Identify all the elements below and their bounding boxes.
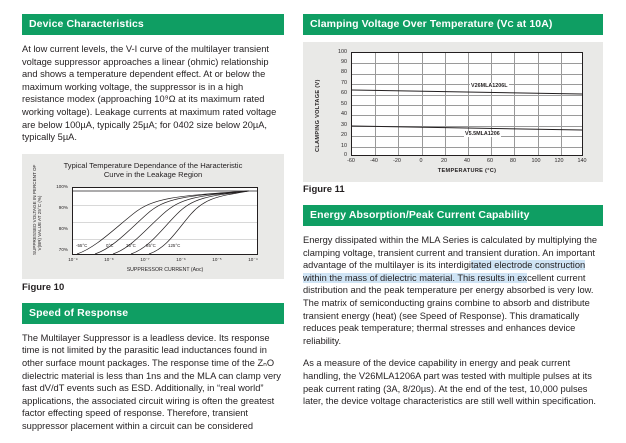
figure-10-x-tick: 10⁻⁸ — [104, 256, 114, 262]
figure-11-y-axis-label: CLAMPING VOLTAGE (V) — [315, 79, 321, 152]
figure-10-title-line2: Curve in the Leakage Region — [103, 170, 203, 180]
figure-10-curves — [73, 188, 257, 254]
paragraph: The Multilayer Suppressor is a leadless device. Its response time is not limited by the parasitic lead inductances found in other surface mount packages. The response time of the ZₙO dielectric material is less than 1ns and the MLA can clamp very fast dV/dT events such as ESD. Additionally, in “real world” applications, the associated circuit wiring is often the greatest factor effecting speed of response. Therefore, transient suppressor placement within a circuit can be considered — [22, 332, 281, 431]
figure-11-x-tick: 60 — [487, 158, 493, 164]
figure-11-x-tick: 140 — [577, 158, 587, 164]
section-title-clamping-voltage-tail: at 10A) — [513, 18, 553, 30]
figure-11-y-tick: 70 — [341, 80, 347, 86]
figure-11-x-tick: 20 — [441, 158, 447, 164]
figure-10-y-axis-label — [32, 164, 43, 255]
figure-11-y-tick: 20 — [341, 132, 347, 138]
figure-10-curve-label: 0°C — [106, 242, 114, 248]
figure-10-y-tick: 100% — [56, 183, 68, 189]
figure-11-curve-label: V5.5MLA1206 — [465, 131, 500, 137]
figure-11-plot — [309, 48, 597, 178]
figure-11-caption: Figure 11 — [303, 184, 345, 195]
figure-11-x-tick: 100 — [531, 158, 541, 164]
figure-11-y-tick: 0 — [344, 152, 347, 158]
figure-11-x-tick: -60 — [347, 158, 355, 164]
figure-11-x-tick: -40 — [370, 158, 378, 164]
figure-11-y-tick: 100 — [338, 49, 347, 55]
figure-10-x-axis-label: SUPPRESSOR CURRENT (Aᴅᴄ) — [126, 266, 204, 273]
section-header-energy-absorption — [303, 205, 603, 226]
figure-11-x-tick: 80 — [510, 158, 516, 164]
figure-10-curve-label: 125°C — [168, 242, 181, 248]
paragraph-part-after: cellent current distribution and the peak temperature per energy absorbed is very low. The matrix of semiconducting grains combine to absorb and distribute transient energy (heat) (see Speed of Response). This dramatically reduces peak temperature; thermal stresses and enhances device reliability. — [303, 272, 594, 346]
figure-10-curve-label: 85°C — [146, 242, 156, 248]
figure-11-y-tick: 50 — [341, 101, 347, 107]
figure-10-title-line1: Typical Temperature Dependance of the Haracteristic — [63, 160, 243, 170]
figure-11-y-tick: 90 — [341, 59, 347, 65]
figure-11-x-tick: 120 — [554, 158, 564, 164]
figure-10-y-axis-label-line1: SUPPRESSED VOLTAGE IN PERCENT OF — [32, 164, 37, 255]
figure-11-y-tick: 40 — [341, 111, 347, 117]
figure-11-y-tick: 80 — [341, 69, 347, 75]
paragraph — [303, 234, 603, 347]
figure-10-x-tick: 10⁻⁴ — [248, 256, 258, 262]
figure-11-x-tick: -20 — [393, 158, 401, 164]
section-title-clamping-voltage: Clamping Voltage Over Temperature (V — [310, 18, 508, 30]
figure-10-y-tick: 80% — [58, 225, 68, 231]
left-column — [22, 14, 284, 443]
section-title-speed-of-response: Speed of Response — [29, 306, 129, 319]
figure-10-curve-label: -55°C — [76, 242, 88, 248]
highlighted-text: tated electrode construction within the mass of dielectric material. This results in ex — [303, 260, 586, 283]
speed-of-response-body — [22, 332, 284, 433]
section-header-device-characteristics — [22, 14, 284, 35]
section-title-subscript: C — [507, 19, 514, 29]
figure-10-y-tick: 70% — [58, 246, 68, 252]
figure-10-x-tick: 10⁻⁹ — [68, 256, 78, 262]
paragraph: As a measure of the device capability in energy and peak current handling, the V26MLA1206A part was tested with multiple pulses at its peak current rating (3A, 8/20µs). At the end of the test, 10,000 pulses later, the device voltage characteristics are still well within specification. — [303, 358, 596, 407]
section-title-energy-absorption: Energy Absorption/Peak Current Capability — [310, 209, 530, 221]
section-title-device-characteristics: Device Characteristics — [29, 18, 144, 30]
figure-11-curve-label: V26MLA1206L — [471, 83, 508, 89]
figure-11-x-tick: 40 — [464, 158, 470, 164]
paragraph: At low current levels, the V-I curve of the multilayer transient voltage suppressor approaches a linear (ohmic) relationship and shows a temperature dependent effect. At or below the maximum working voltage, the suppressor is in a high resistance modex (approaching 10⁹Ω at its maximum rated working voltage). Leakage currents at maximum rated voltage are below 100µA, typically 25µA; for 0402 size below 20µA, typically 5µA. — [22, 44, 277, 143]
figure-10-y-tick: 90% — [58, 204, 68, 210]
figure-11-y-tick: 60 — [341, 90, 347, 96]
figure-10-axes — [72, 187, 258, 255]
figure-11-y-tick: 10 — [341, 143, 347, 149]
figure-10-chart — [22, 154, 284, 279]
figure-10-y-axis-label-line2: V(BR) VALUE AT 25°C (%) — [37, 195, 43, 251]
figure-11-y-tick: 30 — [341, 122, 347, 128]
figure-10-x-tick: 10⁻⁵ — [212, 256, 222, 262]
figure-11-x-axis-label: TEMPERATURE (°C) — [437, 168, 497, 174]
figure-10-x-tick: 10⁻⁶ — [176, 256, 186, 262]
energy-absorption-body — [303, 234, 603, 408]
section-header-clamping-voltage — [303, 14, 603, 35]
right-column — [303, 14, 603, 418]
figure-10-x-tick: 10⁻⁷ — [140, 256, 150, 262]
figure-10-title — [28, 161, 278, 180]
figure-11-axes — [351, 52, 583, 156]
device-characteristics-body — [22, 43, 284, 144]
figure-10-curve-label: 25°C — [126, 242, 136, 248]
paragraph-part-before: Energy dissipated within the MLA Series is calculated by multiplying the clamping voltage, transient current and transient duration. An important advantage of the multilayer is its interdigi — [303, 235, 598, 271]
figure-10-caption: Figure 10 — [22, 281, 65, 293]
figure-11-x-tick: 0 — [419, 158, 423, 164]
section-header-speed-of-response — [22, 303, 284, 324]
figure-11-curves — [352, 53, 582, 155]
figure-11-chart — [303, 42, 603, 182]
